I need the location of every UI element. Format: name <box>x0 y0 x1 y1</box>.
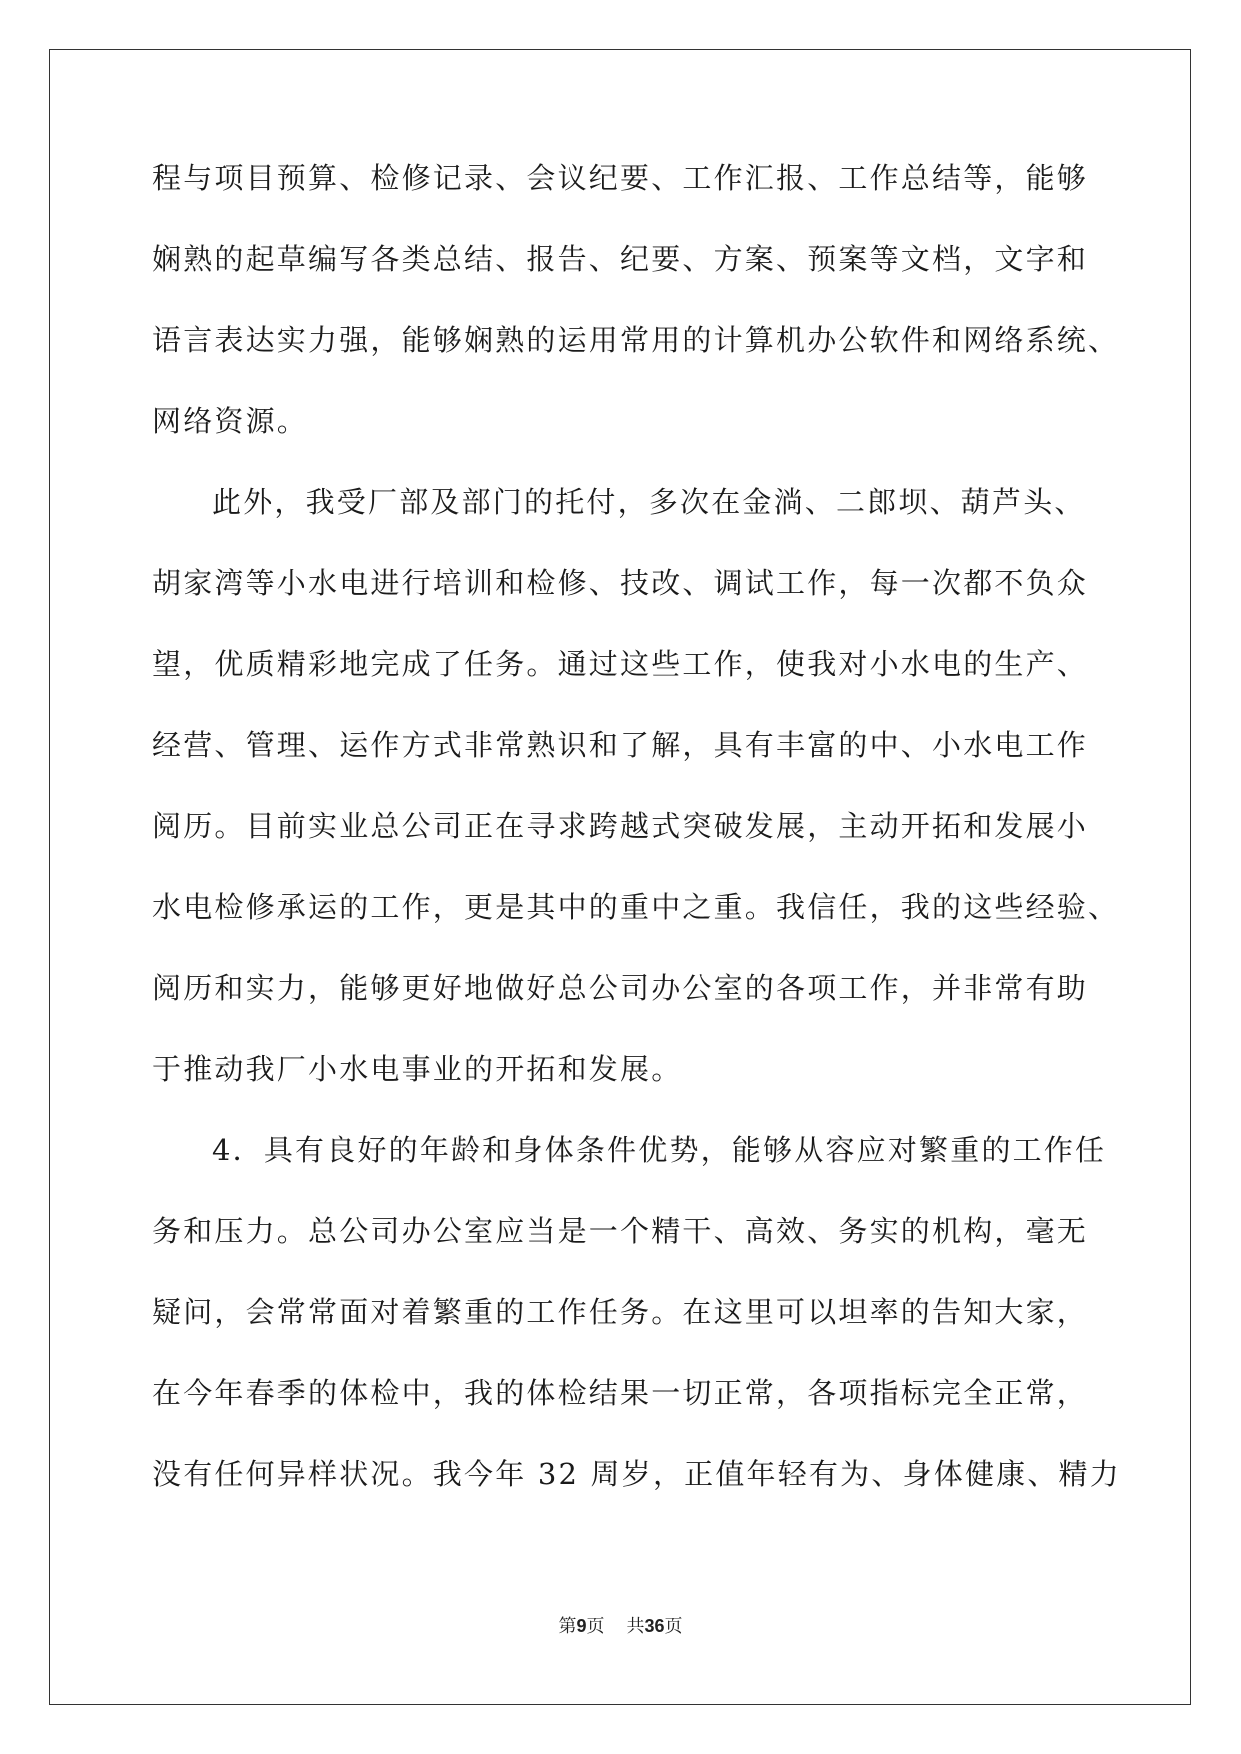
text-line: 语言表达实力强，能够娴熟的运用常用的计算机办公软件和网络系统、 <box>152 323 1120 357</box>
page-footer <box>0 1612 1241 1638</box>
text-line: 阅历。目前实业总公司正在寻求跨越式突破发展，主动开拓和发展小 <box>152 809 1089 843</box>
text-line: 4．具有良好的年龄和身体条件优势，能够从容应对繁重的工作任 <box>212 1133 1107 1167</box>
text-line: 在今年春季的体检中，我的体检结果一切正常，各项指标完全正常， <box>152 1376 1089 1410</box>
text-line: 此外，我受厂部及部门的托付，多次在金淌、二郎坝、葫芦头、 <box>212 485 1086 519</box>
text-line: 娴熟的起草编写各类总结、报告、纪要、方案、预案等文档，文字和 <box>152 242 1089 276</box>
text-line: 阅历和实力，能够更好地做好总公司办公室的各项工作，并非常有助 <box>152 971 1089 1005</box>
text-line: 水电检修承运的工作，更是其中的重中之重。我信任，我的这些经验、 <box>152 890 1120 924</box>
footer-page-number: 9 <box>576 1616 587 1636</box>
text-line: 程与项目预算、检修记录、会议纪要、工作汇报、工作总结等，能够 <box>152 161 1089 195</box>
text-line: 望，优质精彩地完成了任务。通过这些工作，使我对小水电的生产、 <box>152 647 1089 681</box>
footer-total-prefix: 共 <box>626 1616 645 1637</box>
footer-total-suffix: 页 <box>664 1616 683 1637</box>
text-line: 于推动我厂小水电事业的开拓和发展。 <box>152 1052 683 1086</box>
text-line: 胡家湾等小水电进行培训和检修、技改、调试工作，每一次都不负众 <box>152 566 1089 600</box>
text-line: 网络资源。 <box>152 404 309 438</box>
footer-page-suffix: 页 <box>586 1616 605 1637</box>
text-line: 没有任何异样状况。我今年 32 周岁，正值年轻有为、身体健康、精力 <box>152 1457 1121 1491</box>
text-line: 疑问，会常常面对着繁重的工作任务。在这里可以坦率的告知大家， <box>152 1295 1089 1329</box>
footer-total-pages: 36 <box>644 1616 665 1636</box>
text-line: 经营、管理、运作方式非常熟识和了解，具有丰富的中、小水电工作 <box>152 728 1089 762</box>
footer-page-prefix: 第 <box>558 1616 577 1637</box>
text-line: 务和压力。总公司办公室应当是一个精干、高效、务实的机构，毫无 <box>152 1214 1089 1248</box>
document-body <box>152 158 1121 1535</box>
